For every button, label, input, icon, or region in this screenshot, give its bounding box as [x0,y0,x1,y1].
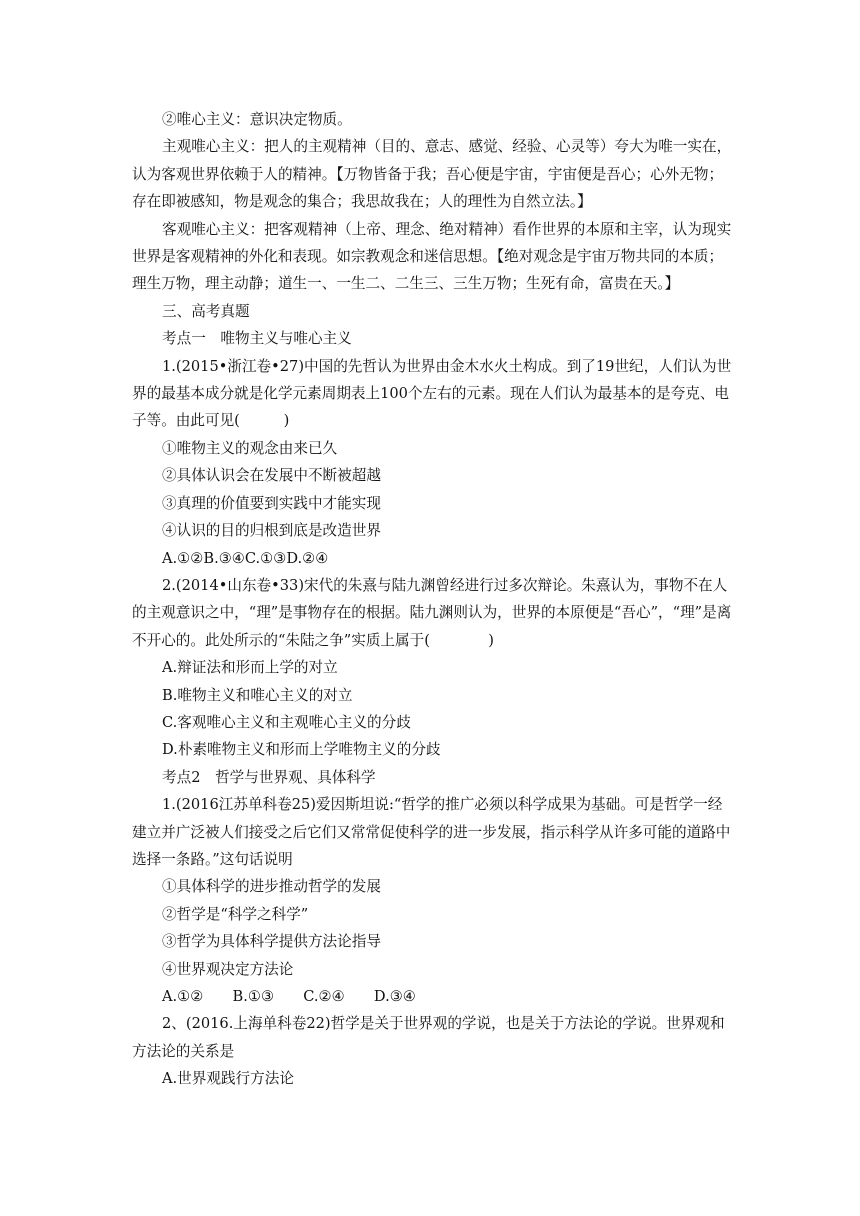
idealism-definition: ②唯心主义：意识决定物质。 [162,111,352,128]
question-1-choices: A.①②B.③④C.①③D.②④ [162,549,329,567]
topic-2-question-1-option-4: ④世界观决定方法论 [162,960,294,978]
topic-heading-2: 考点2 哲学与世界观、具体科学 [162,768,376,786]
topic-2-question-1-option-2: ②哲学是“科学之科学” [162,905,309,923]
subjective-idealism-paragraph: 主观唯心主义：把人的主观精神（目的、意志、感觉、经验、心灵等）夸大为唯一实在，认为客观世界依赖于人的精神。【万物皆备于我；吾心便是宇宙，宇宙便是吾心；心外无物；存在即被感知，物是观念的集合；我思故我在；人的理性为自然立法。】 [132,138,732,211]
topic-2-question-2-stem: 2、(2016.上海单科卷22)哲学是关于世界观的学说，也是关于方法论的学说。世界观和方法论的关系是 [132,1015,725,1060]
topic-2-question-1-option-3: ③哲学为具体科学提供方法论指导 [162,933,381,951]
question-2-choice-c: C.客观唯心主义和主观唯心主义的分歧 [162,713,411,731]
question-2-stem: 2.(2014•山东卷•33)宋代的朱熹与陆九渊曾经进行过多次辩论。朱熹认为，事物不在人的主观意识之中，“理”是事物存在的根据。陆九渊则认为，世界的本原便是“吾心”，“理”是离不开心的。此处所示的“朱陆之争”实质上属于( ) [132,576,732,649]
question-1-option-3: ③真理的价值要到实践中才能实现 [162,494,381,512]
question-1-option-1: ①唯物主义的观念由来已久 [162,439,338,457]
question-2-choice-b: B.唯物主义和唯心主义的对立 [162,686,353,704]
question-2-choice-a: A.辩证法和形而上学的对立 [162,659,338,677]
question-2-choice-d: D.朴素唯物主义和形而上学唯物主义的分歧 [162,741,441,759]
topic-2-question-1-option-1: ①具体科学的进步推动哲学的发展 [162,878,381,896]
topic-2-question-1-stem: 1.(2016江苏单科卷25)爱因斯坦说:“哲学的推广必须以科学成果为基础。可是哲学一经建立并广泛被人们接受之后它们又常常促使科学的进一步发展，指示科学从许多可能的道路中选择一条路。”这句话说明 [132,796,731,868]
document-body [132,106,732,1093]
section-heading-exam-questions: 三、高考真题 [162,302,250,320]
topic-2-question-2-choice-a: A.世界观践行方法论 [162,1070,294,1088]
topic-heading-1: 考点一 唯物主义与唯心主义 [162,330,352,348]
question-1-option-2: ②具体认识会在发展中不断被超越 [162,467,381,485]
topic-2-question-1-choices: A.①② B.①③ C.②④ D.③④ [162,988,416,1005]
objective-idealism-paragraph: 客观唯心主义：把客观精神（上帝、理念、绝对精神）看作世界的本原和主宰，认为现实世界是客观精神的外化和表现。如宗教观念和迷信思想。【绝对观念是宇宙万物共同的本质；理生万物，理主动静；道生一、一生二、二生三、三生万物；生死有命，富贵在天。】 [132,220,732,293]
question-1-option-4: ④认识的目的归根到底是改造世界 [162,522,381,540]
question-1-stem: 1.(2015•浙江卷•27)中国的先哲认为世界由金木水火土构成。到了19世纪，人们认为世界的最基本成分就是化学元素周期表上100个左右的元素。现在人们认为最基本的是夸克、电子等。由此可见( ) [132,357,732,430]
